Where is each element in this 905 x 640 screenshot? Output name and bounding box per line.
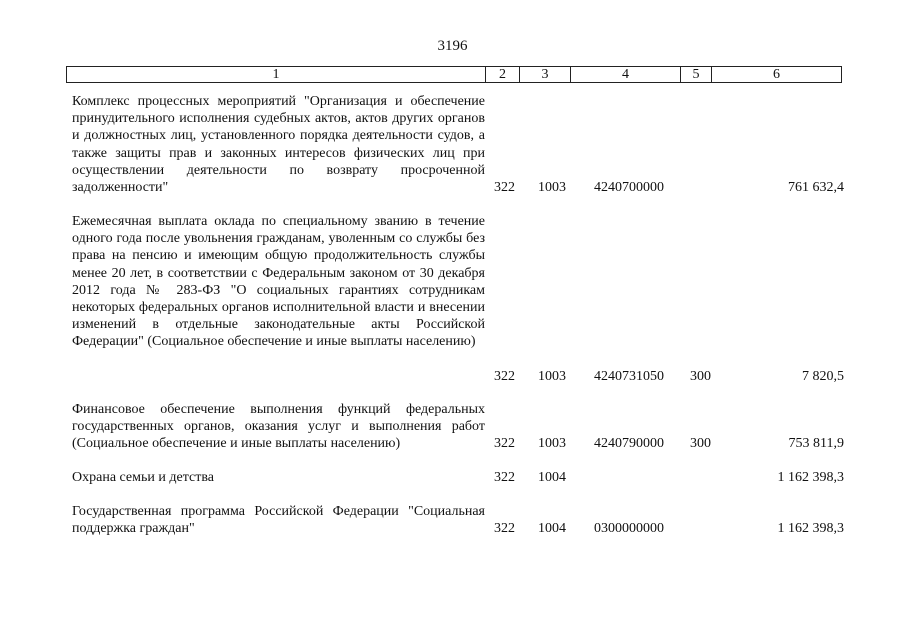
row-col-6: 753 811,9 (788, 436, 844, 451)
row-col-3: 1004 (538, 470, 566, 485)
row-col-6: 761 632,4 (788, 180, 844, 195)
row-col-2: 322 (494, 369, 515, 384)
row-col-5: 300 (690, 369, 711, 384)
header-col-6: 6 (712, 67, 842, 83)
row-col-2: 322 (494, 521, 515, 536)
row-col-3: 1003 (538, 436, 566, 451)
header-col-4: 4 (571, 67, 681, 83)
row-col-4: 4240790000 (594, 436, 664, 451)
page-number: 3196 (437, 38, 468, 54)
row-description: Охрана семьи и детства (72, 470, 214, 485)
row-col-4: 4240700000 (594, 180, 664, 195)
row-description: Ежемесячная выплата оклада по специальному званию в течение одного года после увольнения гражданам, уволенным со службы без права на пенсию и имеющим общую продолжительность службы менее 20 лет, в соответствии с Федеральным законом от 30 декабря 2012 года № 283-ФЗ "О социальных гарантиях сотрудникам некоторых федеральных органов исполнительной власти и внесении изменений в отдельные законодательные акты Российской Федерации" (Социальное обеспечение и иные выплаты населению) (72, 214, 485, 350)
row-col-6: 1 162 398,3 (777, 470, 844, 485)
table-header (66, 66, 842, 83)
header-col-1: 1 (67, 67, 486, 83)
header-col-3: 3 (520, 67, 571, 83)
header-col-5: 5 (681, 67, 712, 83)
header-col-2: 2 (486, 67, 520, 83)
row-col-2: 322 (494, 436, 515, 451)
row-col-5: 300 (690, 436, 711, 451)
row-col-3: 1004 (538, 521, 566, 536)
row-col-2: 322 (494, 180, 515, 195)
row-col-2: 322 (494, 470, 515, 485)
row-description: Комплекс процессных мероприятий "Организация и обеспечение принудительного исполнения судебных актов, актов других органов и должностных лиц, установленного порядка деятельности судов, а также защиты прав и законных интересов физических лиц при осуществлении деятельности по возврату просроченной задолженности" (72, 94, 485, 196)
row-description: Финансовое обеспечение выполнения функций федеральных государственных органов, оказания услуг и выполнения работ (Социальное обеспечение и иные выплаты населению) (72, 402, 485, 452)
row-col-4: 0300000000 (594, 521, 664, 536)
row-col-6: 7 820,5 (802, 369, 844, 384)
row-col-6: 1 162 398,3 (777, 521, 844, 536)
row-col-4: 4240731050 (594, 369, 664, 384)
row-col-3: 1003 (538, 369, 566, 384)
row-col-3: 1003 (538, 180, 566, 195)
row-description: Государственная программа Российской Федерации "Социальная поддержка граждан" (72, 504, 485, 537)
